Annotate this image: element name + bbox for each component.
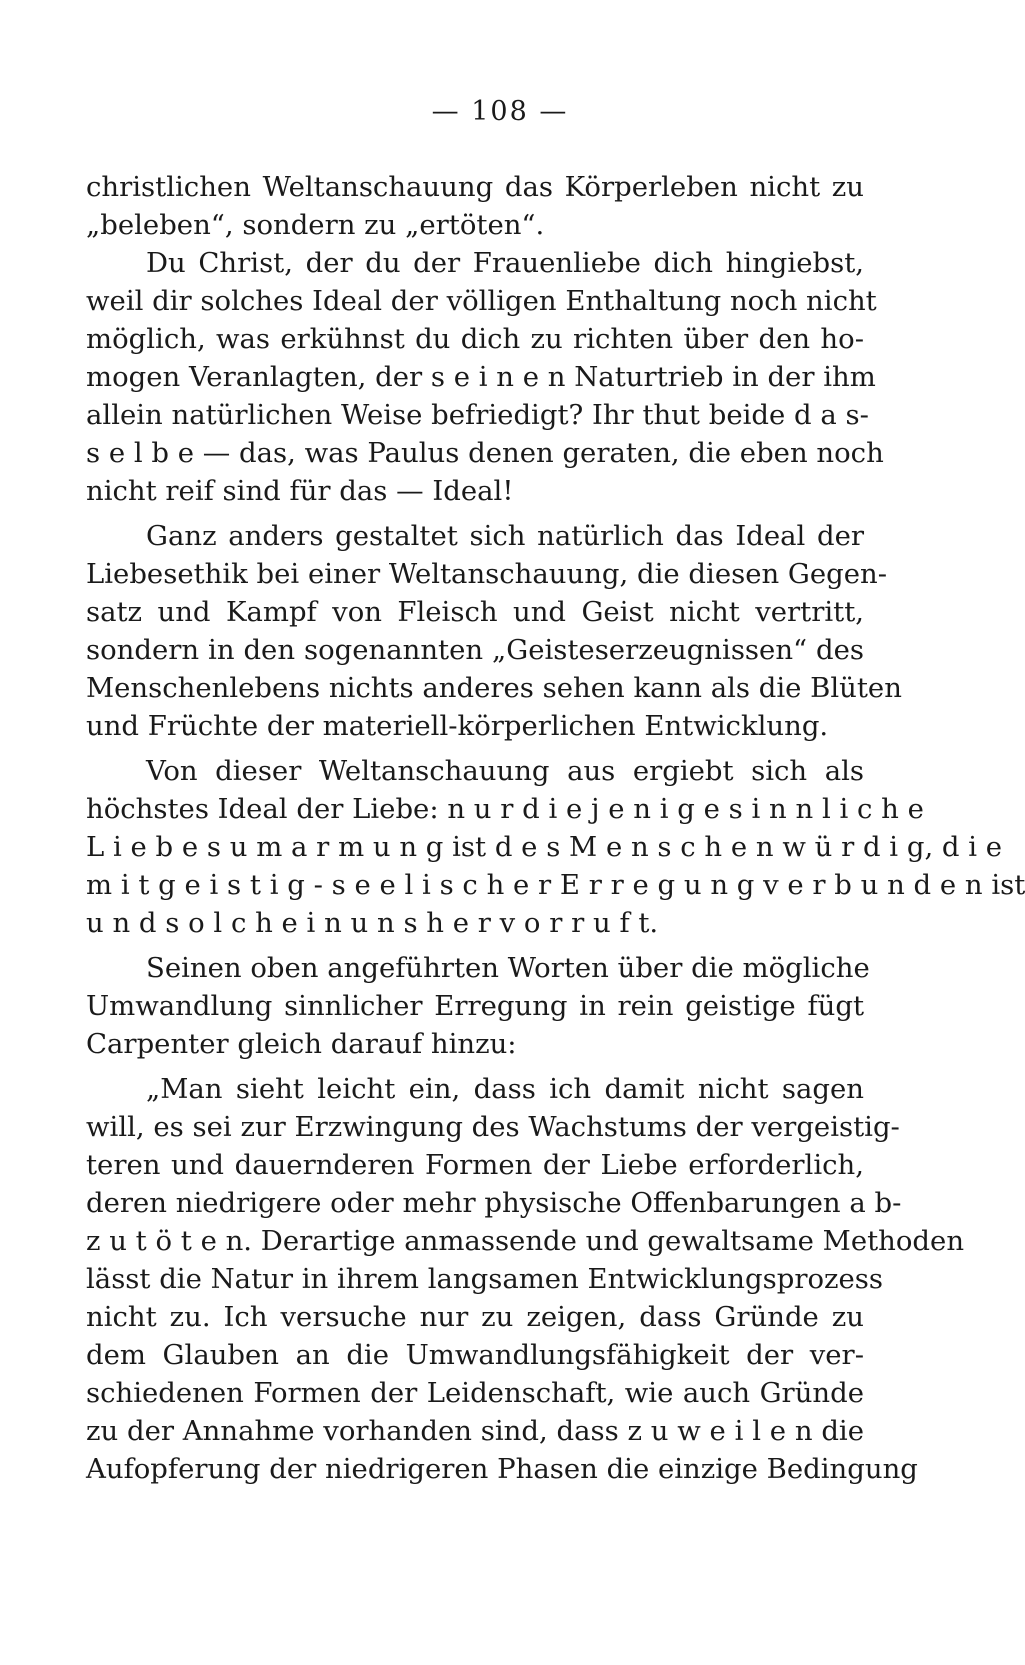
text-line: will, es sei zur Erzwingung des Wachstums der vergeistig- bbox=[86, 1111, 900, 1143]
text-line: möglich, was erkühnst du dich zu richten über den ho- bbox=[86, 323, 864, 355]
text-line: schiedenen Formen der Leidenschaft, wie auch Gründe bbox=[86, 1377, 864, 1409]
text-line: Aufopferung der niedrigeren Phasen die einzige Bedingung bbox=[86, 1453, 918, 1485]
text-line: und Früchte der materiell-körperlichen Entwicklung. bbox=[86, 710, 829, 742]
text-line: Ganz anders gestaltet sich natürlich das Ideal der bbox=[146, 520, 864, 552]
page-number: — 108 — bbox=[431, 96, 569, 127]
text-line: weil dir solches Ideal der völligen Enthaltung noch nicht bbox=[86, 285, 877, 317]
text-line: Carpenter gleich darauf hinzu: bbox=[86, 1028, 517, 1060]
text-line: mogen Veranlagten, der s e i n e n Naturtrieb in der ihm bbox=[86, 361, 876, 393]
text-line: teren und dauernderen Formen der Liebe erforderlich, bbox=[86, 1149, 864, 1181]
text-line: „beleben“, sondern zu „ertöten“. bbox=[86, 209, 545, 241]
text-line: sondern in den sogenannten „Geisteserzeugnissen“ des bbox=[86, 634, 864, 666]
text-line: satz und Kampf von Fleisch und Geist nicht vertritt, bbox=[86, 596, 864, 628]
text-line: s e l b e — das, was Paulus denen geraten, die eben noch bbox=[86, 437, 884, 469]
text-line: „Man sieht leicht ein, dass ich damit nicht sagen bbox=[146, 1073, 864, 1105]
text-line: deren niedrigere oder mehr physische Offenbarungen a b- bbox=[86, 1187, 902, 1219]
text-line: Von dieser Weltanschauung aus ergiebt sich als bbox=[146, 755, 864, 787]
text-line: Du Christ, der du der Frauenliebe dich hingiebst, bbox=[146, 247, 864, 279]
text-line: zu der Annahme vorhanden sind, dass z u w e i l e n die bbox=[86, 1415, 864, 1447]
text-line: Menschenlebens nichts anderes sehen kann als die Blüten bbox=[86, 672, 902, 704]
text-line: m i t g e i s t i g - s e e l i s c h e r E r r e g u n g v e r b u n d e n ist bbox=[86, 869, 1025, 901]
text-line: höchstes Ideal der Liebe: n u r d i e j e n i g e s i n n l i c h e bbox=[86, 793, 924, 825]
text-line: L i e b e s u m a r m u n g ist d e s M e n s c h e n w ü r d i g, d i e bbox=[86, 831, 1003, 863]
text-line: dem Glauben an die Umwandlungsfähigkeit der ver- bbox=[86, 1339, 864, 1371]
text-line: Liebesethik bei einer Weltanschauung, die diesen Gegen- bbox=[86, 558, 888, 590]
text-line: z u t ö t e n. Derartige anmassende und gewaltsame Methoden bbox=[86, 1225, 965, 1257]
text-line: nicht reif sind für das — Ideal! bbox=[86, 475, 514, 507]
text-line: Umwandlung sinnlicher Erregung in rein geistige fügt bbox=[86, 990, 864, 1022]
text-line: Seinen oben angeführten Worten über die mögliche bbox=[146, 952, 870, 984]
text-line: u n d s o l c h e i n u n s h e r v o r r u f t. bbox=[86, 907, 659, 939]
text-line: allein natürlichen Weise befriedigt? Ihr thut beide d a s- bbox=[86, 399, 869, 431]
text-line: lässt die Natur in ihrem langsamen Entwicklungsprozess bbox=[86, 1263, 884, 1295]
text-line: christlichen Weltanschauung das Körperleben nicht zu bbox=[86, 171, 864, 203]
text-line: nicht zu. Ich versuche nur zu zeigen, dass Gründe zu bbox=[86, 1301, 864, 1333]
